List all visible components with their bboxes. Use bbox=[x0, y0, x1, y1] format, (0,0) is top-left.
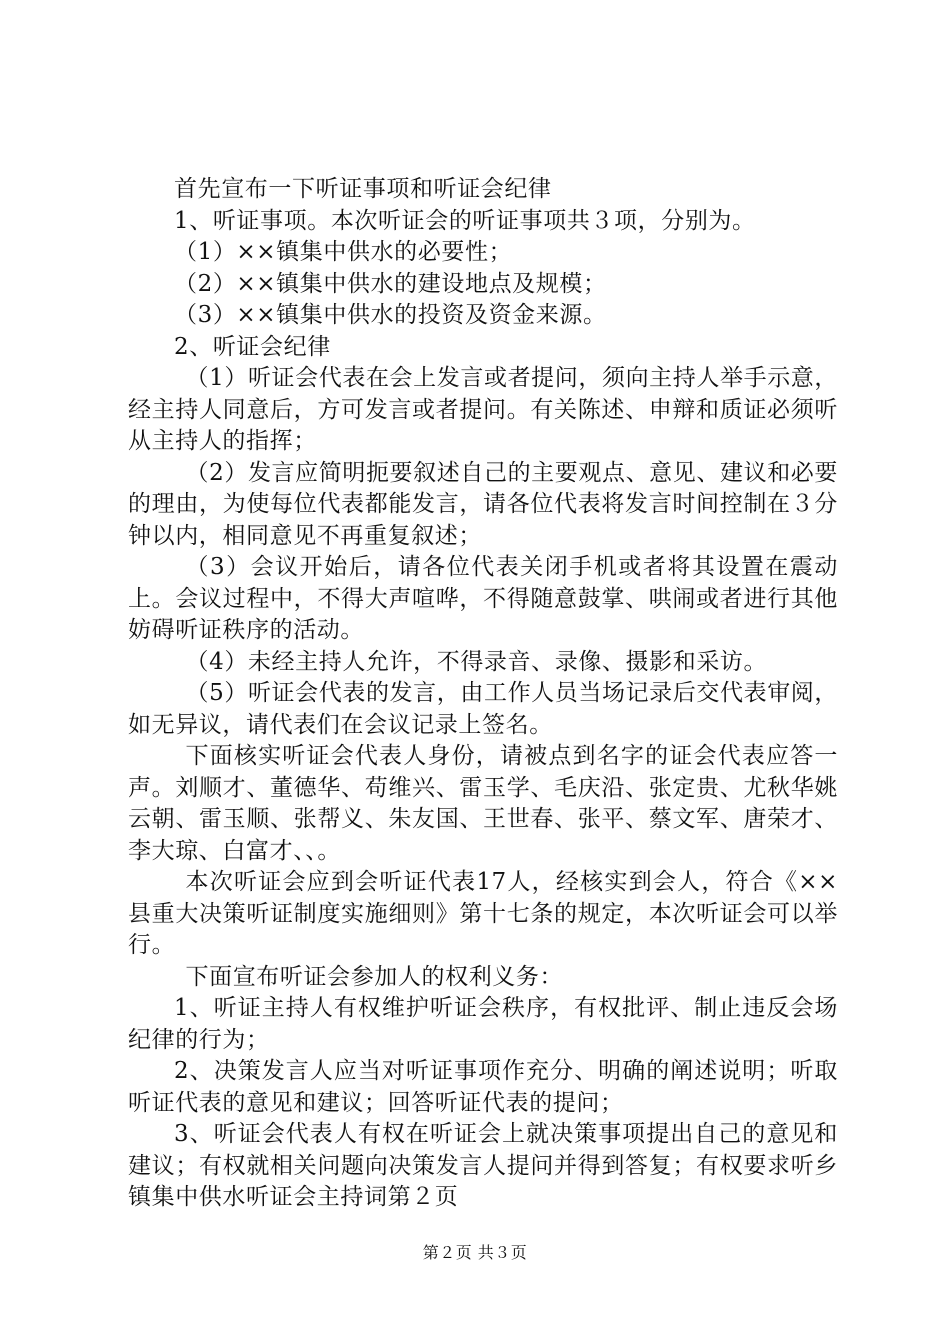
document-body bbox=[128, 174, 838, 1214]
paragraph-discipline-2: （2）发言应简明扼要叙述自己的主要观点、意见、建议和必要的理由，为使每位代表都能发言，请各位代表将发言时间控制在３分钟以内，相同意见不再重复叙述； bbox=[128, 459, 838, 549]
paragraph-right-3: 3、听证会代表人有权在听证会上就决策事项提出自己的意见和建议；有权就相关问题向决策发言人提问并得到答复；有权要求听乡镇集中供水听证会主持词第２页 bbox=[128, 1121, 838, 1210]
paragraph-discipline-4: （4）未经主持人允许，不得录音、录像、摄影和采访。 bbox=[185, 648, 768, 675]
paragraph-discipline-5: （5）听证会代表的发言，由工作人员当场记录后交代表审阅，如无异议，请代表们在会议记录上签名。 bbox=[128, 680, 838, 738]
paragraph-discipline-heading: 2、听证会纪律 bbox=[174, 333, 331, 360]
paragraph-rights-heading: 下面宣布听证会参加人的权利义务： bbox=[185, 963, 564, 990]
paragraph-item-3: （3）××镇集中供水的投资及资金来源。 bbox=[174, 302, 607, 328]
paragraph-item-2: （2）××镇集中供水的建设地点及规模； bbox=[174, 270, 607, 297]
page-number-label: 第２页 共３页 bbox=[422, 1243, 528, 1262]
paragraph-right-1: 1、听证主持人有权维护听证会秩序，有权批评、制止违反会场纪律的行为； bbox=[128, 995, 838, 1053]
paragraph-right-2: 2、决策发言人应当对听证事项作充分、明确的阐述说明；听取听证代表的意见和建议；回答听证代表的提问； bbox=[128, 1058, 838, 1116]
paragraph-item-1: （1）××镇集中供水的必要性； bbox=[174, 239, 513, 265]
paragraph-discipline-1: （1）听证会代表在会上发言或者提问，须向主持人举手示意，经主持人同意后，方可发言或者提问。有关陈述、申辩和质证必须听从主持人的指挥； bbox=[128, 365, 838, 454]
paragraph-discipline-3: （3）会议开始后，请各位代表关闭手机或者将其设置在震动上。会议过程中，不得大声喧哗，不得随意鼓掌、哄闹或者进行其他妨碍听证秩序的活动。 bbox=[128, 554, 838, 643]
page-footer bbox=[0, 1243, 950, 1263]
paragraph-hearing-items: 1、听证事项。本次听证会的听证事项共３项，分别为。 bbox=[174, 207, 756, 234]
paragraph-intro: 首先宣布一下听证事项和听证会纪律 bbox=[174, 176, 552, 202]
paragraph-roll-call: 下面核实听证会代表人身份，请被点到名字的证会代表应答一声。刘顺才、董德华、苟维兴、雷玉学、毛庆沿、张定贵、尤秋华姚云朝、雷玉顺、张帮义、朱友国、王世春、张平、蔡文军、唐荣才、李大琼、白富才、、。 bbox=[128, 743, 838, 864]
paragraph-attendance: 本次听证会应到会听证代表17人，经核实到会人，符合《××县重大决策听证制度实施细则》第十七条的规定，本次听证会可以举行。 bbox=[128, 869, 838, 958]
